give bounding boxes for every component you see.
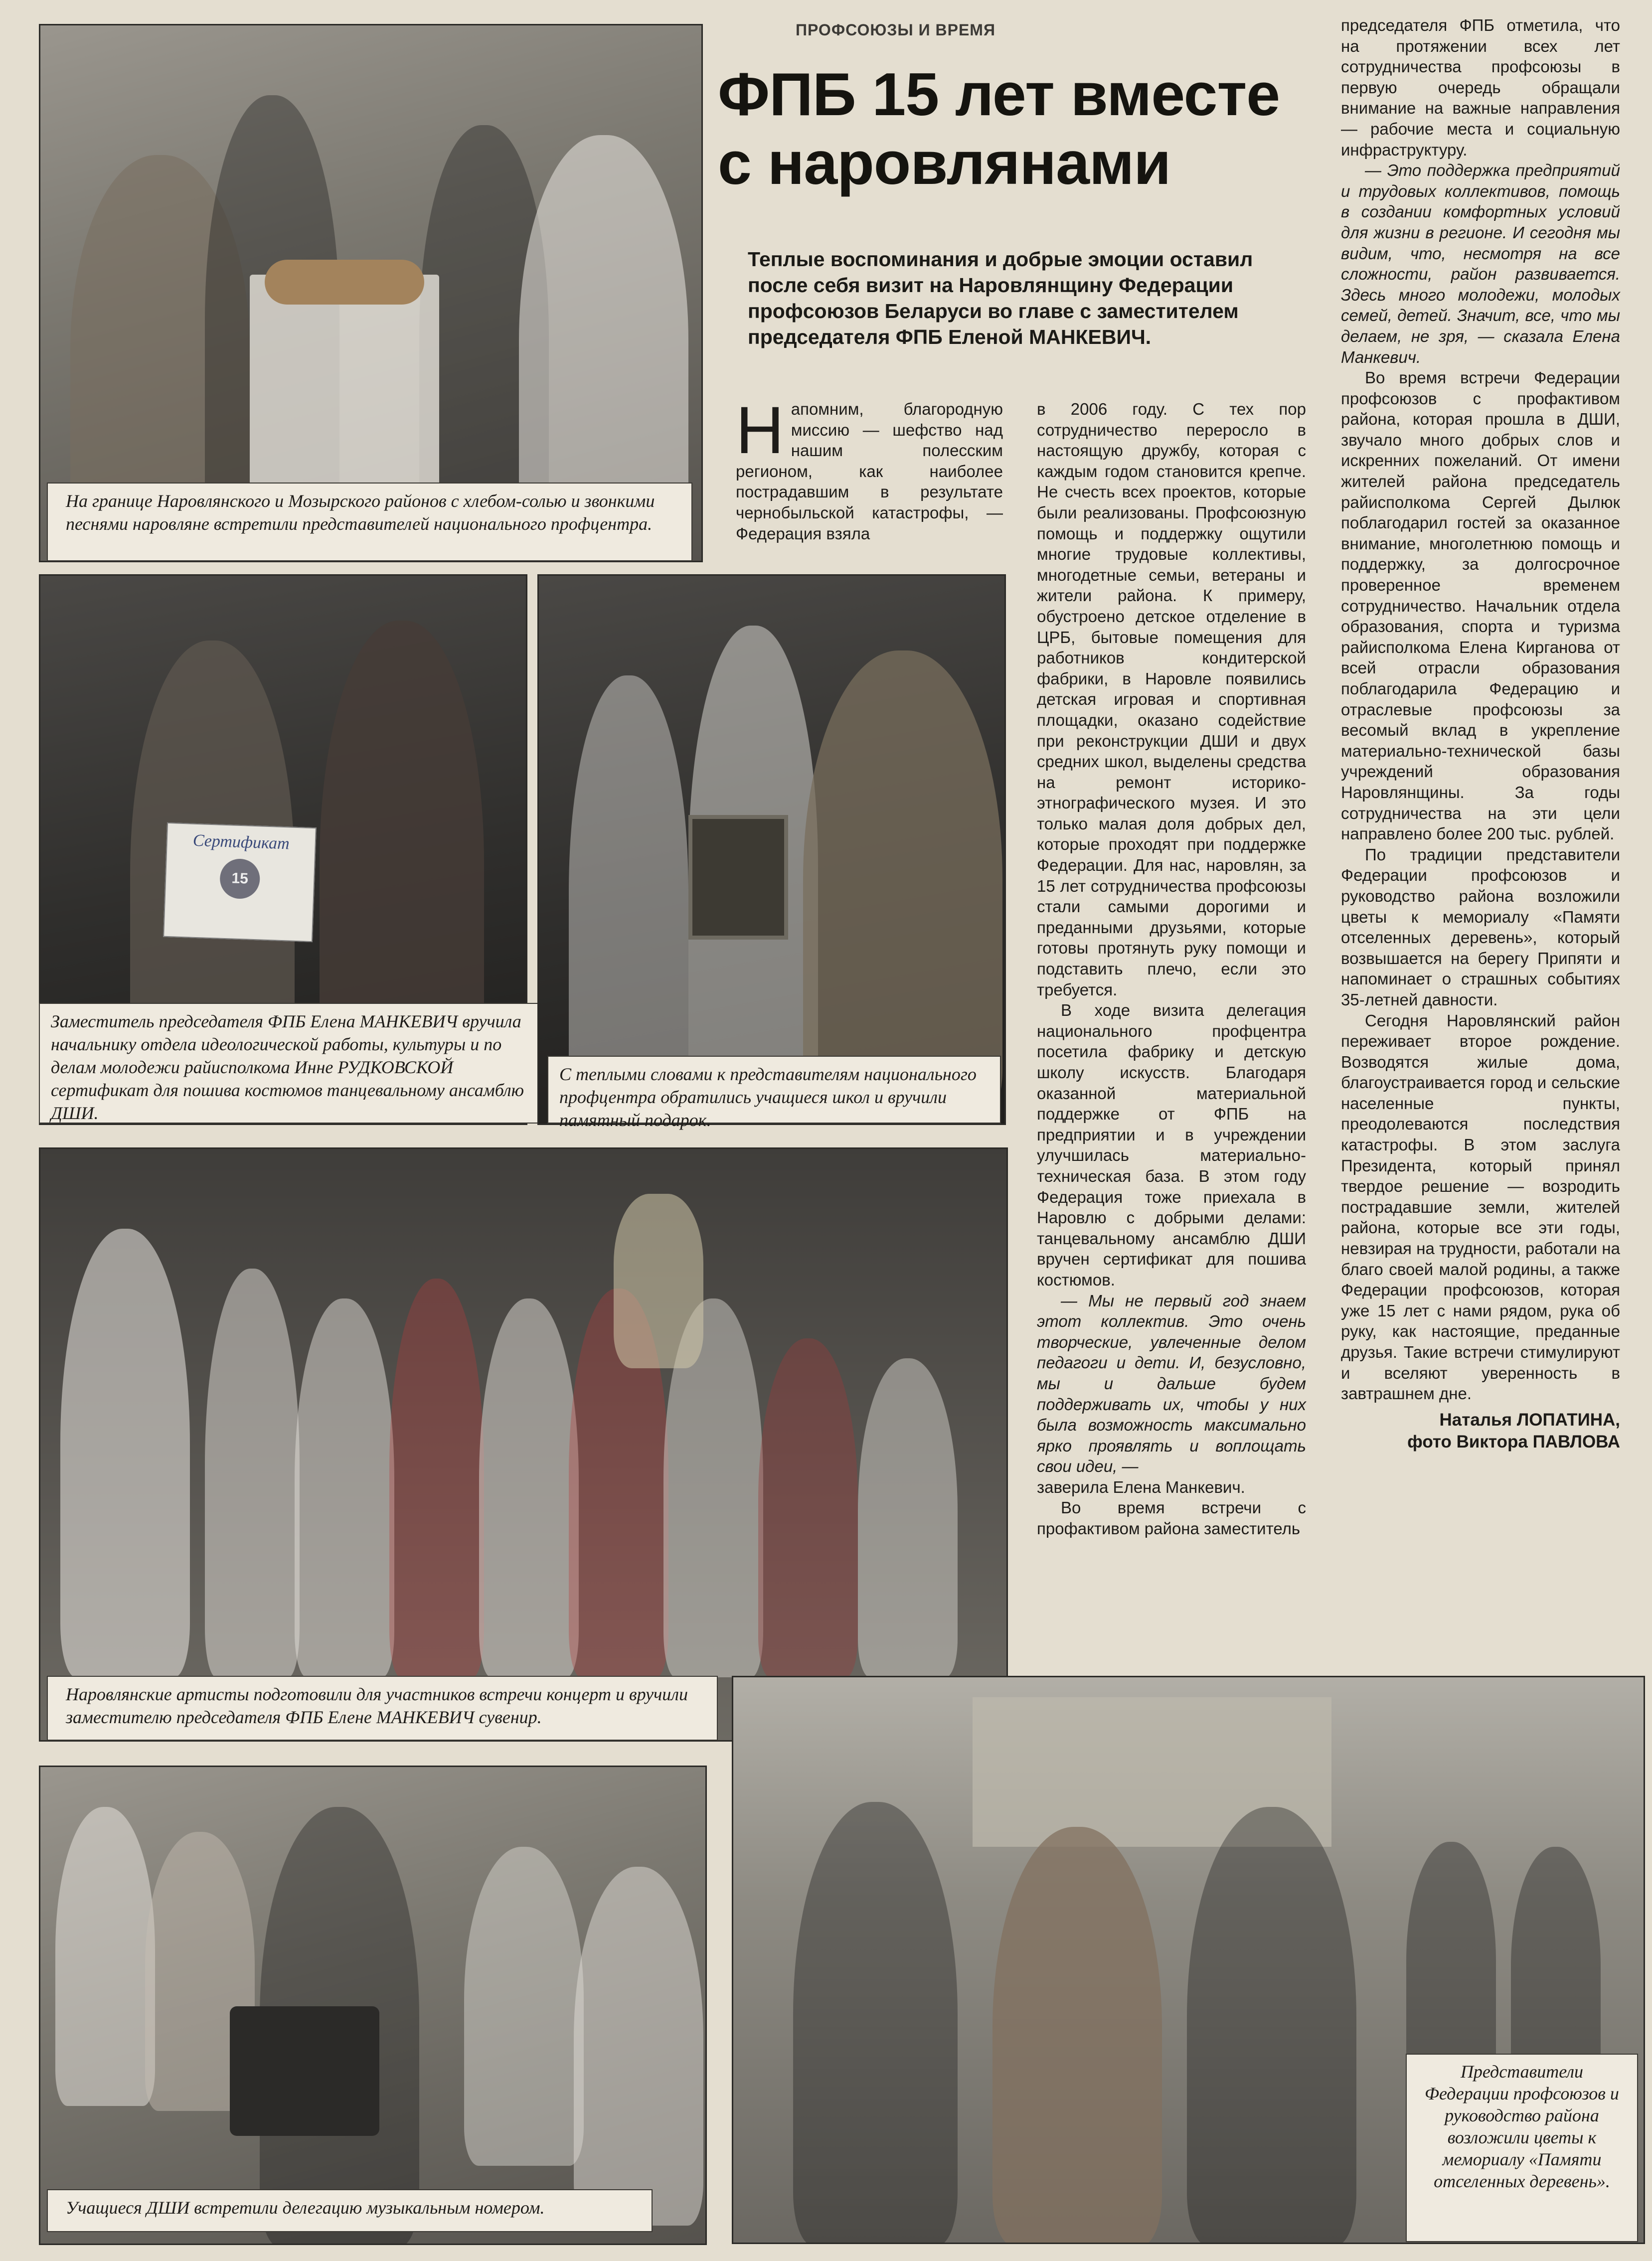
- photo-students-gift: [537, 574, 1006, 1125]
- col1-paragraph-1: апомним, благородную миссию — шефство над нашим полесским регионом, как наиболее пострадавшим в результате чернобыльской катастрофы, — Федерация взяла: [736, 400, 1003, 543]
- caption-photo-4: Наровлянские артисты подготовили для участников встречи концерт и вручили заместителю председателя ФПБ Елене МАНКЕВИЧ сувенир.: [47, 1676, 718, 1741]
- byline-author: Наталья ЛОПАТИНА,: [1439, 1410, 1620, 1430]
- section-rubric: ПРОФСОЮЗЫ И ВРЕМЯ: [796, 21, 995, 39]
- col3-quote-attribution: сказала Елена Манкевич.: [1341, 326, 1621, 366]
- accordion: [230, 2006, 379, 2136]
- photo-concert: [39, 1147, 1008, 1742]
- article-column-1: [736, 393, 1003, 544]
- dropcap: Н: [736, 393, 784, 468]
- embroidered-towel: [250, 275, 439, 489]
- headline-line-2: с наровлянами: [718, 129, 1171, 197]
- certificate-title: Сертификат: [192, 831, 290, 853]
- col2-quote-attribution: заверила Елена Манкевич.: [1037, 1477, 1245, 1496]
- col2-quote: — Мы не первый год знаем этот коллектив. Это очень творческие, увлеченные делом педагоги и дети. И, безусловно, мы и дальше будем поддерживать их, чтобы у них была возможность максимально ярко проявлять и воплощать свои идеи, —: [1037, 1291, 1306, 1476]
- souvenir-basket: [614, 1194, 703, 1368]
- photo-bread-and-salt-welcome: [39, 24, 703, 562]
- caption-photo-6: Представители Федерации профсоюзов и руководство района возложили цветы к мемориалу «Памяти отселенных деревень».: [1406, 2054, 1638, 2242]
- lead-paragraph: Теплые воспоминания и добрые эмоции оставил после себя визит на Наровлянщину Федерации профсоюзов Беларуси во главе с заместителем председателя ФПБ Еленой МАНКЕВИЧ.: [748, 248, 1253, 348]
- certificate-emblem: 15: [219, 858, 261, 900]
- framed-gift: [688, 815, 788, 940]
- caption-photo-3: С теплыми словами к представителям национального профцентра обратились учащиеся школ и вручили памятный подарок.: [547, 1056, 1001, 1124]
- col3-paragraph-4: По традиции представители Федерации профсоюзов и руководство района возложили цветы к мемориалу «Памяти отселенных деревень», который возвышается на берегу Припяти и напоминает о страшных событиях 35-летней давности.: [1341, 845, 1620, 1009]
- article-column-2: [1037, 399, 1306, 1539]
- col2-paragraph-1: в 2006 году. С тех пор сотрудничество переросло в настоящую дружбу, которая с каждым годом становится крепче. Не счесть всех проектов, которые были реализованы. Профсоюзную помощь и поддержку ощутили многие трудовые коллективы, многодетные семьи, ветераны и жители района. К примеру, обустроено детское отделение в ЦРБ, бытовые помещения для работников кондитерской фабрики, в Наровле появились детская игровая и спортивная площадки, оказано содействие при реконструкции ДШИ и двух средних школ, выделены средства на ремонт историко-этнографического музея. И это только малая доля добрых дел, которые проходят при поддержке Федерации. Для нас, наровлян, за 15 лет сотрудничества профсоюзы стали самыми дорогими и преданными друзьями, которые готовы протянуть руку помощи и подставить плечо, если это требуется.: [1037, 400, 1306, 999]
- col3-paragraph-1: председателя ФПБ отметила, что на протяжении всех лет сотрудничества профсоюзы в первую очередь обращали внимание на важные направления — рабочие места и социальную инфраструктуру.: [1341, 16, 1620, 159]
- caption-photo-2: Заместитель председателя ФПБ Елена МАНКЕВИЧ вручила начальнику отдела идеологической работы, культуры и по делам молодежи райисполкома Инне РУДКОВСКОЙ сертификат для пошива костюмов танцевальному ансамблю ДШИ.: [39, 1003, 553, 1124]
- photo-music-students: [39, 1766, 707, 2245]
- caption-photo-1: На границе Наровлянского и Мозырского районов с хлебом-солью и звонкими песнями наровляне встретили представителей национального профцентра.: [47, 483, 692, 561]
- headline-line-1: ФПБ 15 лет вместе: [718, 60, 1280, 128]
- headline: [718, 60, 1331, 197]
- col2-paragraph-4: Во время встречи с профактивом района заместитель: [1037, 1498, 1306, 1538]
- bread-loaf: [265, 260, 424, 305]
- caption-photo-5: Учащиеся ДШИ встретили делегацию музыкальным номером.: [47, 2189, 653, 2232]
- article-column-3: [1341, 15, 1620, 1453]
- col2-paragraph-2: В ходе визита делегация национального профцентра посетила фабрику и детскую школу искусств. Благодаря оказанной материальной поддержке от ФПБ на предприятии и в учреждении улучшилась материально-техническая база. В этом году Федерация тоже приехала в Наровлю с добрыми делами: танцевальному ансамблю ДШИ вручен сертификат для пошива костюмов.: [1037, 1001, 1306, 1289]
- col3-paragraph-3: Во время встречи Федерации профсоюзов с профактивом района, которая прошла в ДШИ, звучало много добрых слов и искренних пожеланий. От имени жителей района председатель райисполкома Сергей Дылюк поблагодарил гостей за оказанное внимание, многолетнюю помощь и поддержку, за долгосрочное проверенное временем сотрудничество. Начальник отдела образования, спорта и туризма райисполкома Елена Кирганова от всей отрасли образования поблагодарила Федерацию и отраслевые профсоюзы за весомый вклад в укрепление материально-технической базы учреждений образования Наровлянщины. За годы сотрудничества на эти цели направлено более 200 тыс. рублей.: [1341, 368, 1620, 843]
- byline-photo: фото Виктора ПАВЛОВА: [1407, 1432, 1620, 1452]
- certificate-document: [163, 822, 317, 942]
- col3-quote: — Это поддержка предприятий и трудовых коллективов, помощь в создании комфортных условий для жизни в регионе. И сегодня мы видим, что, несмотря на все сложности, район развивается. Здесь много молодежи, молодых семей, детей. Значит, все, что мы делаем, не зря, —: [1341, 161, 1620, 345]
- col3-paragraph-5: Сегодня Наровлянский район переживает второе рождение. Возводятся жилые дома, благоустраивается город и сельские населенные пункты, преодолеваются последствия катастрофы. В этом заслуга Президента, который принял твердое решение — возродить пострадавшие земли, жителей района, которые все эти годы, невзирая на трудности, работали на благо своей малой родины, а также Федерации профсоюзов, которая уже 15 лет с нами рядом, рука об руку, как настоящие, преданные друзья. Такие встречи стимулируют и вселяют уверенность в завтрашнем дне.: [1341, 1011, 1620, 1403]
